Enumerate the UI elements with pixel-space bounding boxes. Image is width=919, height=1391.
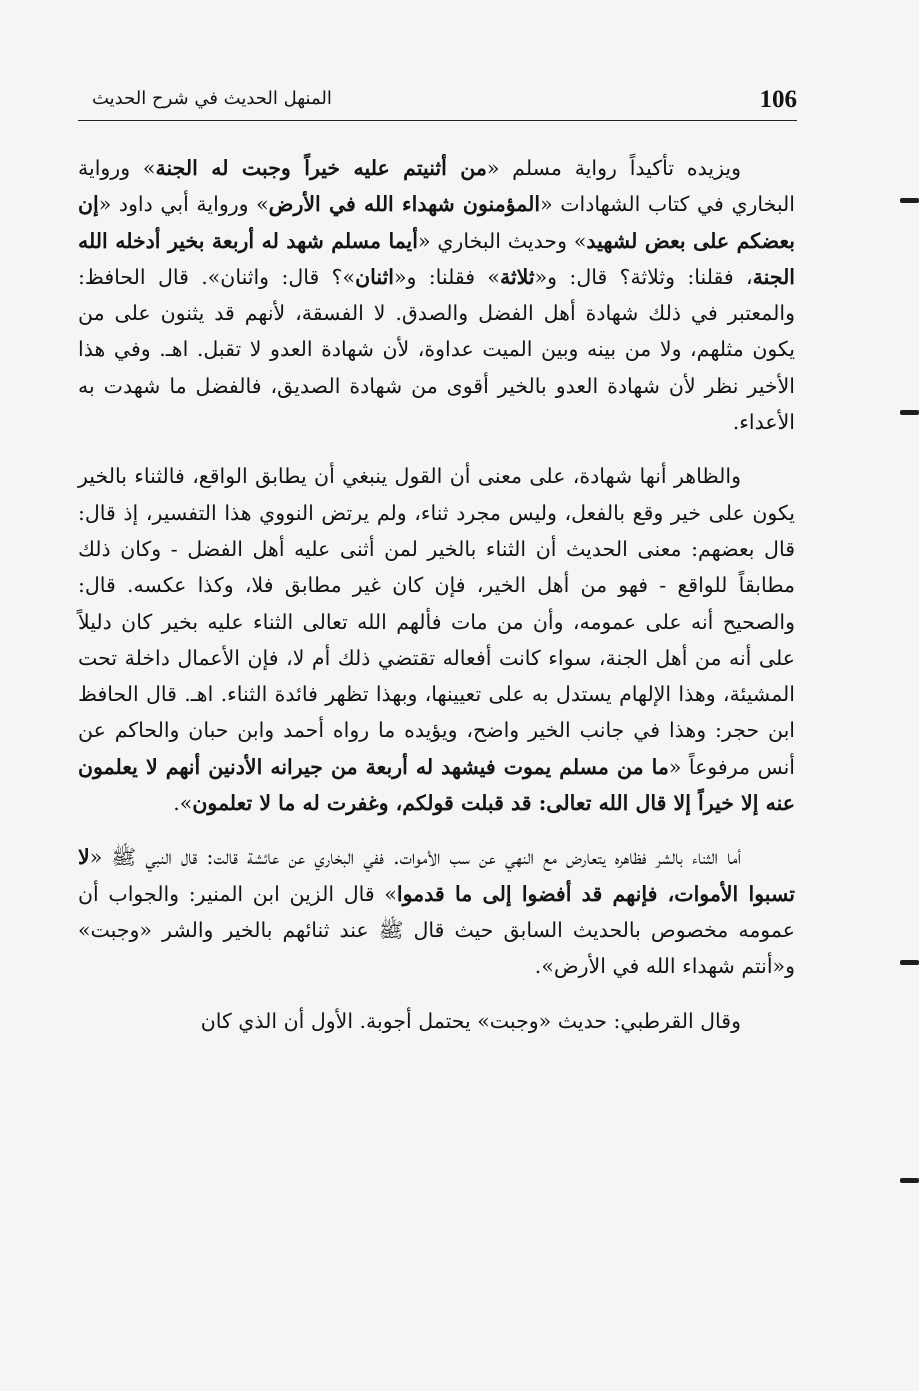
- paragraph-2: [78, 458, 795, 821]
- text-span: وقال القرطبي: حديث «وجبت» يحتمل أجوبة. الأول أن الذي كان: [200, 1008, 741, 1033]
- hadith-quote: المؤمنون شهداء الله في الأرض: [268, 192, 541, 217]
- hadith-quote: أيما مسلم شهد له أربعة بخير أدخله الله الجنة: [78, 228, 796, 289]
- binding-mark: [900, 1178, 919, 1183]
- text-span: ».: [173, 791, 193, 816]
- hadith-quote: ثلاثة: [499, 264, 535, 289]
- text-span: »؟ قال: واثنان». قال الحافظ: والمعتبر في ذلك شهادة أهل الفضل والصدق. لا الفسقة، لأنهم قد يثنون على من يكون مثلهم، ولا من بينه وبين الميت عداوة، لأن شهادة العدو لا تقبل. اهـ. وفي هذا الأخير نظر لأن شهادة العدو بالخير أقوى من شهادة الصديق، فالفضل ما شهدت به الأعداء.: [78, 264, 795, 435]
- page-number: 106: [759, 86, 797, 113]
- text-span: » ورواية البخاري في كتاب الشهادات «: [78, 156, 795, 217]
- hadith-quote: ما من مسلم يموت فيشهد له أربعة من جيرانه الأدنين أنهم لا يعلمون عنه إلا خيراً إلا قال الله تعالى: قد قبلت قولكم، وغفرت له ما لا تعلمون: [78, 754, 795, 816]
- binding-mark: [900, 960, 919, 965]
- paragraph-3: [78, 839, 795, 984]
- paragraph-4: [78, 1003, 795, 1039]
- hadith-quote: من أثنيتم عليه خيراً وجبت له الجنة: [155, 156, 487, 180]
- hadith-quote: اثنان: [355, 264, 394, 289]
- paragraph-1: [78, 150, 795, 440]
- text-span: » فقلنا: و«: [393, 264, 500, 289]
- text-body: [78, 150, 795, 1057]
- binding-mark: [900, 198, 919, 203]
- hadith-quote: لا تسبوا الأموات، فإنهم قد أفضوا إلى ما قدموا: [78, 845, 795, 906]
- text-span: ويزيده تأكيداً رواية مسلم «: [486, 156, 741, 180]
- text-span: » وحديث البخاري «: [417, 228, 587, 253]
- text-span: ، فقلنا: وثلاثة؟ قال: و«: [534, 264, 753, 289]
- hadith-quote: إن بعضكم على بعض لشهيد: [78, 192, 795, 253]
- binding-mark: [900, 410, 919, 415]
- text-span: » قال الزين ابن المنير: والجواب أن عمومه مخصوص بالحديث السابق حيث قال ﷺ عند ثنائهم بالخير والشر «وجبت» و«أنتم شهداء الله في الأرض».: [78, 881, 795, 979]
- running-head: [78, 82, 797, 121]
- text-span: والظاهر أنها شهادة، على معنى أن القول ينبغي أن يطابق الواقع، فالثناء بالخير يكون على خير وقع بالفعل، وليس مجرد ثناء، ولم يرتض النووي هذا التفسير، إذ قال: قال بعضهم: معنى الحديث أن الثناء بالخير لمن أثنى عليه أهل الفضل - وكان ذلك مطابقاً للواقع - فهو من أهل الخير، فإن كان غير مطابق فلا، وكذا عكسه. قال: والصحيح أنه على عمومه، وأن من مات فألهم الله تعالى الثناء عليه بخير كان دليلاً على أنه من أهل الجنة، سواء كانت أفعاله تقتضي ذلك أم لا، فإن الأعمال داخلة تحت المشيئة، وهذا الإلهام يستدل به على تعيينها، وبهذا تظهر فائدة الثناء. اهـ. قال الحافظ ابن حجر: وهذا في جانب الخير واضح، ويؤيده ما رواه أحمد وابن حبان والحاكم عن أنس مرفوعاً «: [78, 464, 795, 779]
- text-span: أما الثناء بالشر فظاهره يتعارض مع النهي عن سب الأموات. ففي البخاري عن عائشة قالت: قال النبي ﷺ «: [89, 845, 741, 870]
- book-title: المنهل الحديث في شرح الحديث: [92, 88, 332, 109]
- text-span: » ورواية أبي داود «: [98, 192, 269, 217]
